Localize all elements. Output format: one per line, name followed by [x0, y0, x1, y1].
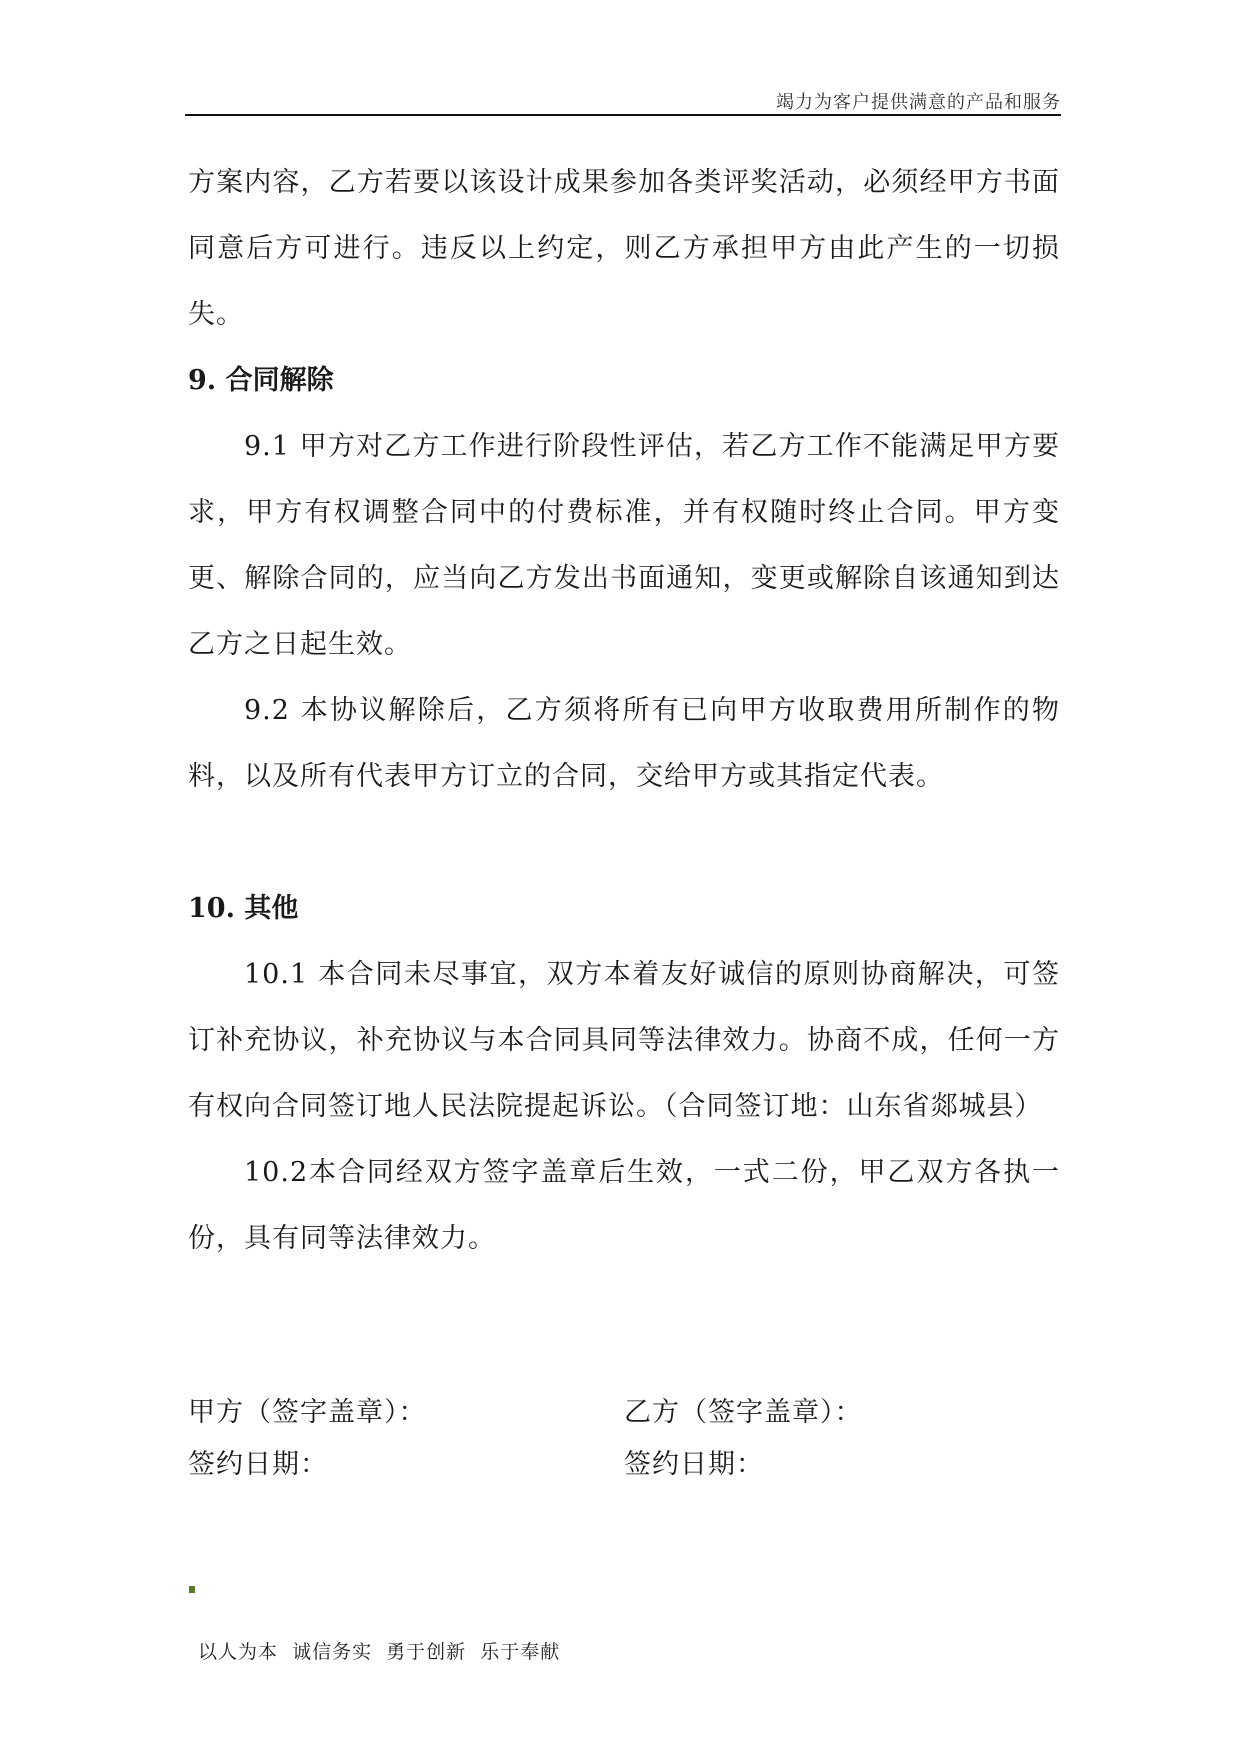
- signature-row: [188, 1390, 1060, 1429]
- party-b-date-label: 签约日期：: [624, 1449, 764, 1480]
- clause-10-2: 10.2本合同经双方签字盖章后生效，一式二份，甲乙双方各执一份，具有同等法律效力。: [188, 1157, 1060, 1254]
- header-divider: [185, 114, 1061, 116]
- clause-10-1: 10.1 本合同未尽事宜，双方本着友好诚信的原则协商解决，可签订补充协议，补充协议与本合同具同等法律效力。协商不成，任何一方有权向合同签订地人民法院提起诉讼。（合同签订地：山东省郯城县）: [188, 959, 1060, 1122]
- spacer: [188, 810, 1060, 876]
- clause-9-2: 9.2 本协议解除后，乙方须将所有已向甲方收取费用所制作的物料，以及所有代表甲方订立的合同，交给甲方或其指定代表。: [188, 695, 1060, 792]
- paragraph-continuation: 方案内容，乙方若要以该设计成果参加各类评奖活动，必须经甲方书面同意后方可进行。违反以上约定，则乙方承担甲方由此产生的一切损失。: [188, 167, 1060, 330]
- section-9-title: 9. 合同解除: [188, 365, 334, 396]
- section-10-title: 10. 其他: [188, 893, 299, 924]
- party-a-signature-label: 甲方（签字盖章）：: [188, 1397, 427, 1428]
- contract-body: [188, 150, 1060, 1272]
- party-b-signature-label: 乙方（签字盖章）：: [624, 1397, 863, 1428]
- date-row: [188, 1442, 1060, 1481]
- footer-motto: 以人为本 诚信务实 勇于创新 乐于奉献: [198, 1641, 561, 1663]
- footer-mark-icon: [189, 1586, 195, 1593]
- header-tagline: 竭力为客户提供满意的产品和服务: [776, 92, 1061, 113]
- party-a-date-label: 签约日期：: [188, 1449, 328, 1480]
- clause-9-1: 9.1 甲方对乙方工作进行阶段性评估，若乙方工作不能满足甲方要求，甲方有权调整合同中的付费标准，并有权随时终止合同。甲方变更、解除合同的，应当向乙方发出书面通知，变更或解除自该通知到达乙方之日起生效。: [188, 431, 1060, 660]
